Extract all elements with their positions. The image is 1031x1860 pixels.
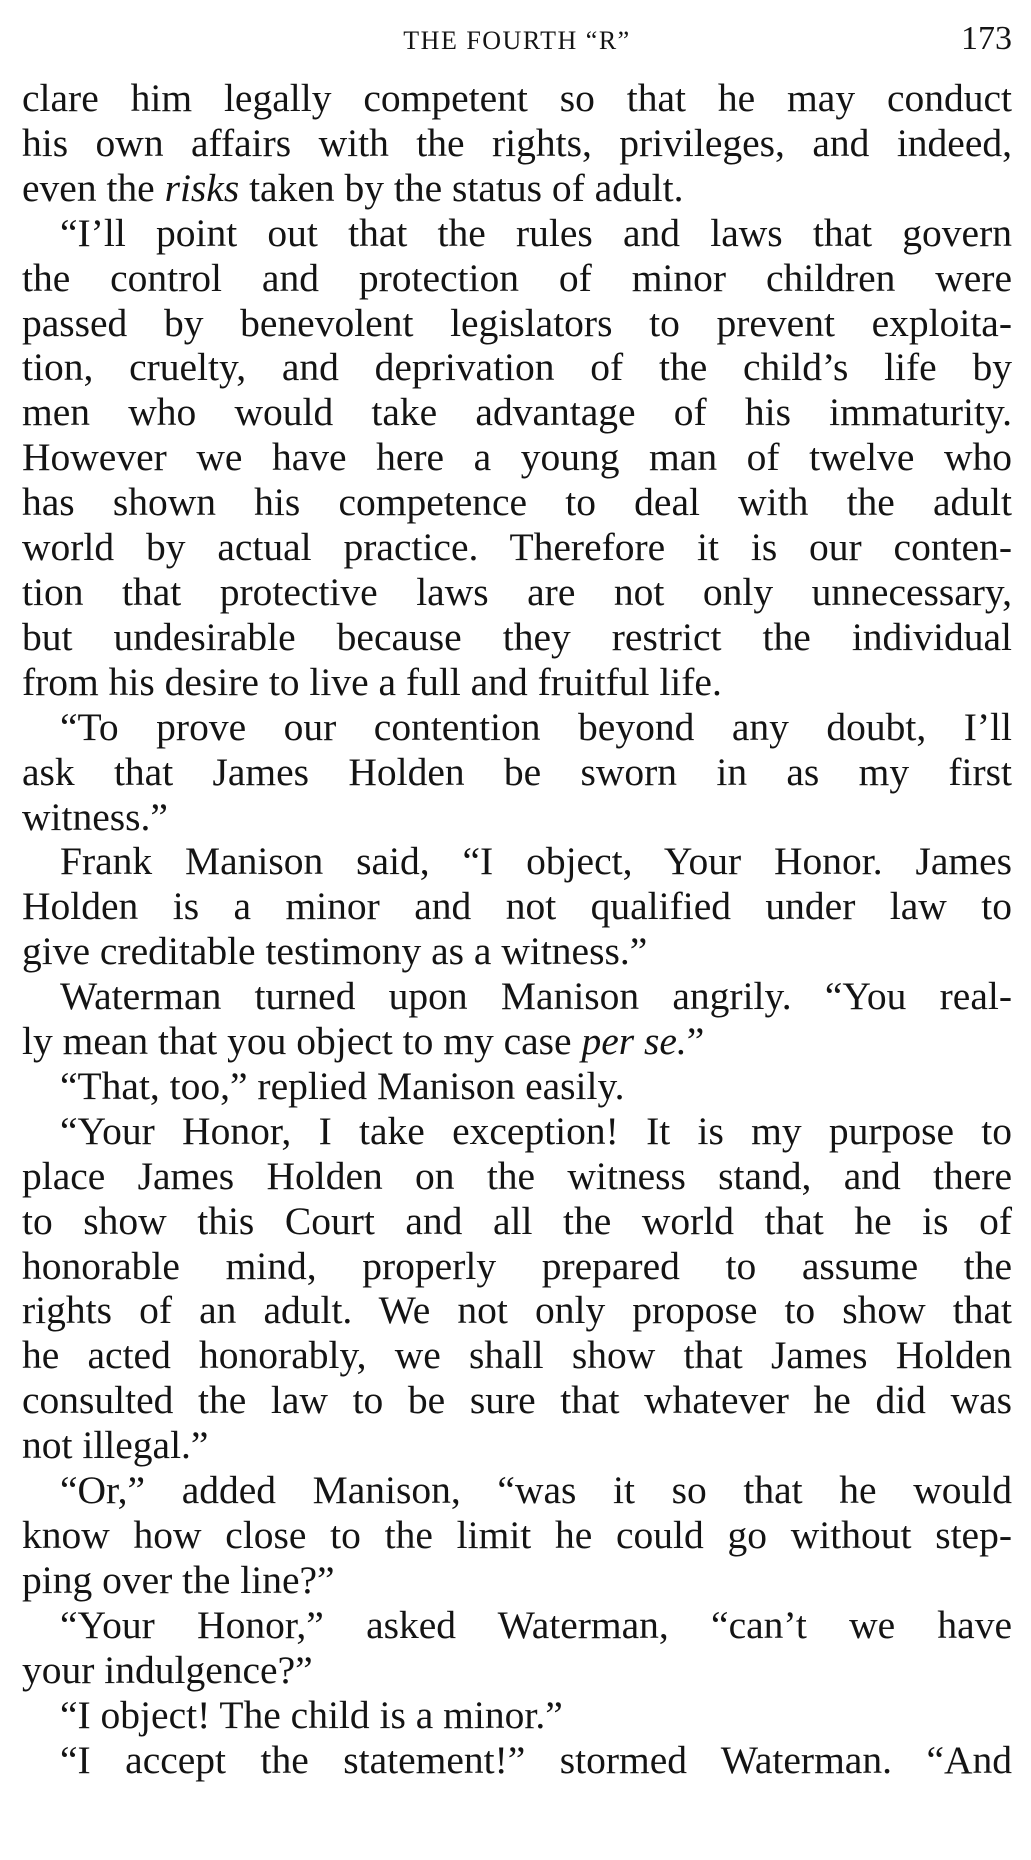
text-line <box>22 390 1012 435</box>
text-run: Waterman turned upon Manison angrily. “You real- <box>60 974 1012 1019</box>
text-line <box>22 795 1012 840</box>
paragraph <box>22 76 1012 211</box>
text-run: your indulgence?” <box>22 1647 313 1692</box>
text-run: “I accept the statement!” stormed Waterman. “And <box>60 1737 1012 1782</box>
text-line <box>22 974 1012 1019</box>
text-line <box>22 121 1012 166</box>
text-run: to show this Court and all the world that he is of <box>22 1198 1012 1243</box>
text-line <box>22 1199 1012 1244</box>
italic-run: per se. <box>581 1019 687 1064</box>
paragraph <box>22 1738 1012 1783</box>
text-line <box>22 929 1012 974</box>
text-run: give creditable testimony as a witness.” <box>22 929 648 974</box>
text-line <box>22 1378 1012 1423</box>
text-run: has shown his competence to deal with the adult <box>22 480 1012 525</box>
body-text <box>22 76 1012 1782</box>
text-line <box>22 1154 1012 1199</box>
text-line <box>22 705 1012 750</box>
text-line <box>22 570 1012 615</box>
text-run: place James Holden on the witness stand, and there <box>22 1153 1012 1198</box>
text-line <box>22 525 1012 570</box>
text-line <box>22 884 1012 929</box>
text-run: clare him legally competent so that he may conduct <box>22 76 1012 120</box>
text-line <box>22 1423 1012 1468</box>
text-line <box>22 1693 1012 1738</box>
page-number: 173 <box>961 20 1012 57</box>
text-line <box>22 1558 1012 1603</box>
paragraph <box>22 974 1012 1064</box>
text-line <box>22 256 1012 301</box>
text-line <box>22 1109 1012 1154</box>
text-line <box>22 1513 1012 1558</box>
text-run: “I object! The child is a minor.” <box>60 1692 563 1737</box>
text-line <box>22 345 1012 390</box>
text-run: “Or,” added Manison, “was it so that he would <box>60 1468 1012 1513</box>
text-line <box>22 1603 1012 1648</box>
text-run: ping over the line?” <box>22 1557 335 1602</box>
paragraph <box>22 1109 1012 1468</box>
text-run: However we have here a young man of twelve who <box>22 435 1012 480</box>
text-line <box>22 1738 1012 1783</box>
text-run: “That, too,” replied Manison easily. <box>60 1063 625 1108</box>
text-line <box>22 615 1012 660</box>
text-run: honorable mind, properly prepared to assume the <box>22 1243 1012 1288</box>
paragraph <box>22 1693 1012 1738</box>
text-run: not illegal.” <box>22 1423 209 1468</box>
text-run: tion, cruelty, and deprivation of the child’s life by <box>22 345 1012 390</box>
paragraph <box>22 705 1012 840</box>
text-run: Holden is a minor and not qualified under law to <box>22 884 1012 929</box>
text-line <box>22 211 1012 256</box>
text-line <box>22 1019 1012 1064</box>
text-line <box>22 1333 1012 1378</box>
text-line <box>22 1288 1012 1333</box>
paragraph <box>22 1064 1012 1109</box>
text-run: his own affairs with the rights, privileges, and indeed, <box>22 120 1012 165</box>
paragraph <box>22 1603 1012 1693</box>
text-run: consulted the law to be sure that whatever he did was <box>22 1378 1012 1423</box>
text-line <box>22 1468 1012 1513</box>
paragraph <box>22 839 1012 974</box>
running-head <box>22 18 1012 66</box>
text-run: “I’ll point out that the rules and laws that govern <box>60 210 1012 255</box>
text-line <box>22 76 1012 121</box>
text-run: ” <box>686 1019 705 1064</box>
text-run: world by actual practice. Therefore it is our conten- <box>22 525 1012 570</box>
text-line <box>22 435 1012 480</box>
text-run: passed by benevolent legislators to prevent exploita- <box>22 300 1012 345</box>
text-line <box>22 166 1012 211</box>
text-run: ly mean that you object to my case <box>22 1019 582 1064</box>
text-run: rights of an adult. We not only propose to show that <box>22 1288 1012 1333</box>
text-run: men who would take advantage of his immaturity. <box>22 390 1012 435</box>
text-run: but undesirable because they restrict the individual <box>22 614 1012 659</box>
text-run: from his desire to live a full and fruitful life. <box>22 659 722 704</box>
text-run: he acted honorably, we shall show that James Holden <box>22 1333 1012 1378</box>
text-line <box>22 480 1012 525</box>
text-run: ask that James Holden be sworn in as my first <box>22 749 1012 794</box>
text-run: witness.” <box>22 794 168 839</box>
text-run: Frank Manison said, “I object, Your Honor. James <box>60 839 1012 884</box>
text-line <box>22 301 1012 346</box>
paragraph <box>22 211 1012 705</box>
text-run: even the <box>22 165 165 210</box>
text-line <box>22 750 1012 795</box>
text-run: taken by the status of adult. <box>239 165 684 210</box>
text-line <box>22 660 1012 705</box>
text-run: “Your Honor, I take exception! It is my purpose to <box>60 1108 1012 1153</box>
text-run: “Your Honor,” asked Waterman, “can’t we have <box>60 1602 1012 1647</box>
text-run: the control and protection of minor children were <box>22 255 1012 300</box>
running-title: THE FOURTH “R” <box>403 26 631 55</box>
text-run: “To prove our contention beyond any doubt, I’ll <box>60 704 1012 749</box>
text-run: tion that protective laws are not only unnecessary, <box>22 569 1012 614</box>
text-line <box>22 839 1012 884</box>
paragraph <box>22 1468 1012 1603</box>
text-line <box>22 1648 1012 1693</box>
text-line <box>22 1064 1012 1109</box>
text-run: know how close to the limit he could go without step- <box>22 1513 1012 1557</box>
italic-run: risks <box>164 165 240 210</box>
text-line <box>22 1244 1012 1289</box>
